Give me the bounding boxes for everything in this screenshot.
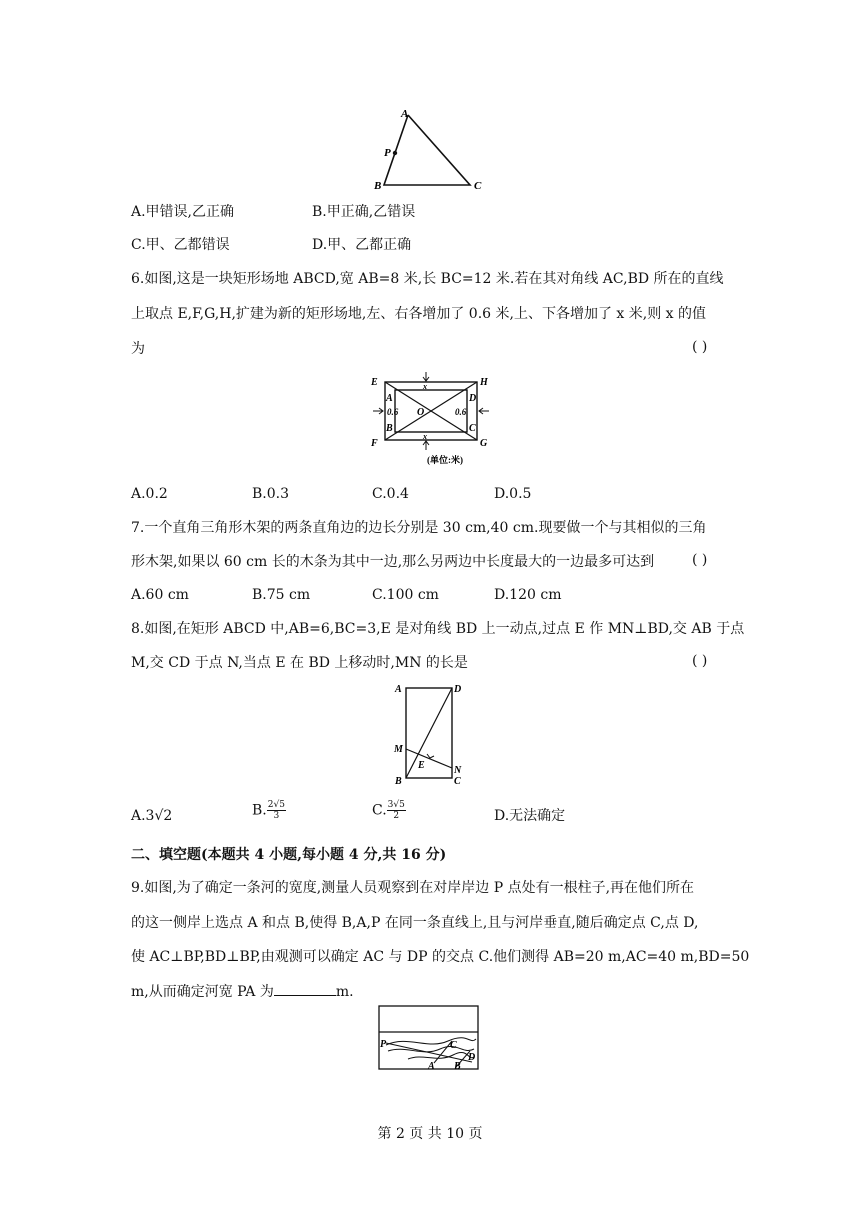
q6-option-d: D.0.5 [494,486,532,502]
q7-option-a: A.60 cm [131,587,189,603]
q8-option-b: B. $\frac{2√5}{3}$ [252,800,285,821]
q9-line-2: 的这一侧岸上选点 A 和点 B,使得 B,A,P 在同一条直线上,且与河岸垂直,随后确定点 C,点 D, [131,915,699,931]
q7-option-c: C.100 cm [372,587,439,603]
svg-text:x: x [423,432,427,441]
q9-line-1: 9.如图,为了确定一条河的宽度,测量人员观察到在对岸岸边 P 点处有一根柱子,再在他们所在 [131,880,695,896]
label-P: P [384,147,391,159]
svg-text:F: F [371,438,378,449]
q8-option-d: D.无法确定 [494,808,566,824]
q6-option-b: B.0.3 [252,486,290,502]
page-footer: 第 2 页 共 10 页 [377,1126,483,1142]
svg-text:G: G [480,438,488,449]
q9-line-3: 使 AC⊥BP,BD⊥BP,由观测可以确定 AC 与 DP 的交点 C.他们测得 AB=20 m,AC=40 m,BD=50 [131,949,750,965]
svg-text:0.6: 0.6 [387,407,399,417]
q7-line-2: 形木架,如果以 60 cm 长的木条为其中一边,那么另两边中长度最大的一边最多可达到 [131,554,655,570]
section-heading: 二、填空题(本题共 4 小题,每小题 4 分,共 16 分) [131,847,447,863]
q5-option-c: C.甲、乙都错误 [131,237,230,253]
svg-text:O: O [417,407,425,418]
q9-line-4: m,从而确定河宽 PA 为 m. [131,981,354,1002]
q5-option-a: A.甲错误,乙正确 [131,204,235,220]
q6-line-3: 为 [131,341,145,357]
svg-text:C: C [450,1040,457,1051]
svg-text:A: A [428,1061,435,1071]
q5-triangle-figure [370,105,490,195]
q8-option-a: A.3√2 [131,808,173,824]
label-C: C [474,180,482,192]
q8-answer-paren: ( ) [692,653,708,669]
svg-text:A: A [395,684,402,695]
svg-text:(单位:米): (单位:米) [427,455,463,465]
q7-option-b: B.75 cm [252,587,311,603]
svg-text:D: D [469,393,477,404]
svg-text:C: C [454,776,461,787]
svg-text:P: P [380,1039,387,1050]
q6-answer-paren: ( ) [692,339,708,355]
svg-text:H: H [480,377,488,388]
q8-option-c: C. $\frac{3√5}{2}$ [372,800,405,821]
svg-text:M: M [394,744,403,755]
q8-line-1: 8.如图,在矩形 ABCD 中,AB=6,BC=3,E 是对角线 BD 上一动点,过点 E 作 MN⊥BD,交 AB 于点 [131,621,745,637]
svg-text:N: N [454,765,462,776]
q8-line-2: M,交 CD 于点 N,当点 E 在 BD 上移动时,MN 的长是 [131,655,468,671]
label-A: A [401,108,409,120]
svg-text:D: D [468,1052,476,1063]
svg-text:E: E [418,760,425,771]
svg-text:B: B [395,776,402,787]
svg-text:0.6: 0.6 [455,407,467,417]
q7-option-d: D.120 cm [494,587,562,603]
q8-rectangle-figure [390,680,470,788]
svg-text:B: B [454,1061,461,1071]
q7-line-1: 7.一个直角三角形木架的两条直角边的边长分别是 30 cm,40 cm.现要做一个与其相似的三角 [131,520,707,536]
q9-river-figure [378,1005,480,1071]
q6-line-2: 上取点 E,F,G,H,扩建为新的矩形场地,左、右各增加了 0.6 米,上、下各增加了 x 米,则 x 的值 [131,306,707,322]
svg-text:D: D [454,684,462,695]
q6-rectangle-figure [365,370,500,470]
label-B: B [374,180,382,192]
answer-blank[interactable] [274,981,336,996]
q5-option-d: D.甲、乙都正确 [312,237,412,253]
svg-text:E: E [371,377,378,388]
svg-text:C: C [469,423,476,434]
q5-option-b: B.甲正确,乙错误 [312,204,416,220]
svg-text:x: x [423,382,427,391]
q7-answer-paren: ( ) [692,552,708,568]
svg-text:A: A [386,393,393,404]
q6-option-a: A.0.2 [131,486,168,502]
q6-line-1: 6.如图,这是一块矩形场地 ABCD,宽 AB=8 米,长 BC=12 米.若在其对角线 AC,BD 所在的直线 [131,271,724,287]
svg-text:B: B [386,423,393,434]
q6-option-c: C.0.4 [372,486,409,502]
